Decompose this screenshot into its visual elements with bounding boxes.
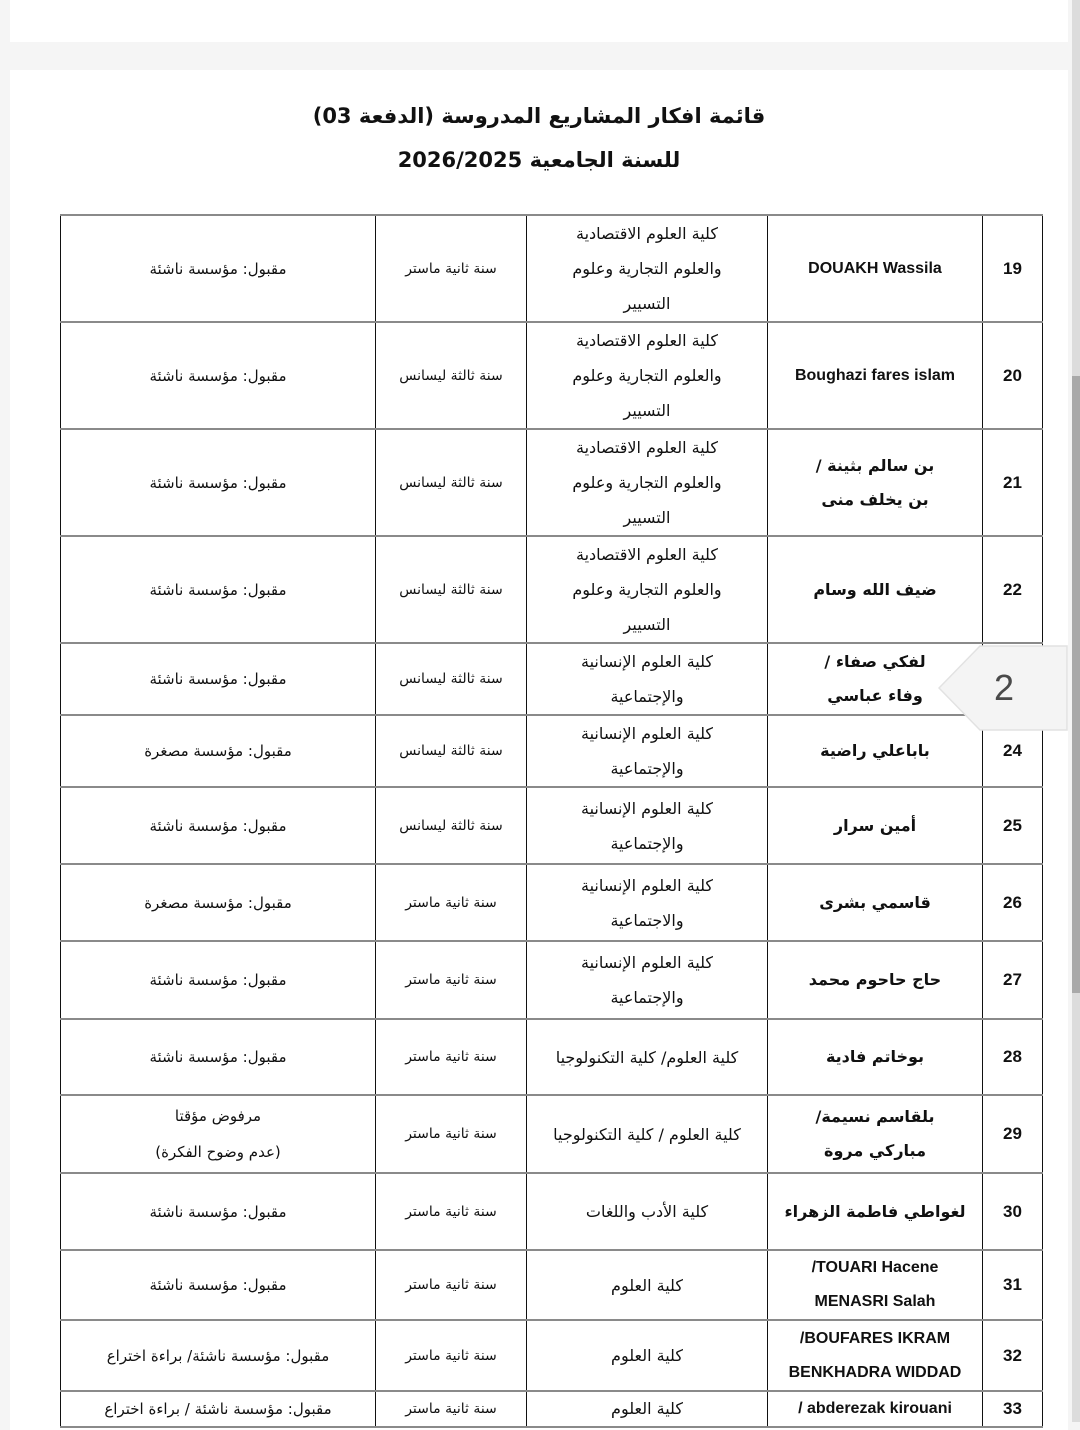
student-name-cell	[768, 864, 983, 941]
scrollbar-thumb[interactable]	[1072, 376, 1080, 993]
study-level-cell	[376, 1250, 527, 1320]
student-name: abderezak kirouani /	[798, 1400, 952, 1417]
study-level-cell	[376, 864, 527, 941]
table-row	[61, 1320, 1043, 1391]
study-level: سنة ثالثة ليسانس	[399, 367, 503, 384]
faculty-cell	[527, 1019, 768, 1095]
decision-cell	[61, 1320, 376, 1391]
student-name-cell	[768, 1173, 983, 1250]
study-level: سنة ثالثة ليسانس	[399, 671, 503, 687]
student-name: Boughazi fares islam	[794, 366, 956, 384]
row-number: 25	[1003, 815, 1022, 835]
table-row	[61, 941, 1043, 1019]
row-number-cell	[983, 215, 1043, 322]
student-name-cell	[768, 787, 983, 864]
study-level: سنة ثانية ماستر	[405, 1049, 497, 1065]
table-row	[61, 215, 1043, 322]
study-level-cell	[376, 322, 527, 429]
study-level-cell	[376, 643, 527, 715]
table-row	[61, 1095, 1043, 1173]
student-name: باباعلي راضية	[820, 741, 930, 760]
decision-status: مقبول: مؤسسة مصغرة	[144, 742, 292, 760]
page-number: 2	[993, 667, 1015, 708]
study-level-cell	[376, 1095, 527, 1173]
student-name: MENASRI Salah	[814, 1293, 936, 1310]
decision-status: مقبول: مؤسسة ناشئة	[149, 473, 287, 492]
study-level-cell	[376, 1173, 527, 1250]
study-level: سنة ثالثة ليسانس	[399, 743, 503, 759]
decision-status: (عدم وضوح الفكرة)	[155, 1143, 281, 1161]
student-name-cell	[768, 941, 983, 1019]
study-level: سنة ثانية ماستر	[405, 1126, 497, 1142]
row-number: 19	[1003, 258, 1022, 278]
decision-cell	[61, 322, 376, 429]
row-number-cell	[983, 1173, 1043, 1250]
decision-status: مقبول: مؤسسة ناشئة/ براءة اختراع	[106, 1346, 330, 1365]
table-row	[61, 864, 1043, 941]
table-row	[61, 787, 1043, 864]
document-title: قائمة افكار المشاريع المدروسة (الدفعة 03)	[312, 104, 766, 128]
faculty-cell	[527, 1095, 768, 1173]
decision-status: مقبول: مؤسسة ناشئة	[149, 670, 287, 688]
faculty-name: كلية العلوم	[611, 1275, 683, 1295]
faculty-name: والعلوم التجارية وعلوم	[572, 259, 722, 278]
row-number: 20	[1003, 365, 1022, 385]
row-number: 30	[1003, 1201, 1022, 1221]
student-name: بوخاتم فادية	[825, 1047, 925, 1066]
student-name-cell	[768, 1019, 983, 1095]
decision-status: مقبول: مؤسسة ناشئة	[149, 1048, 287, 1066]
faculty-cell	[527, 429, 768, 536]
study-level-cell	[376, 1019, 527, 1095]
faculty-name: التسيير	[623, 401, 671, 420]
faculty-name: كلية العلوم الإنسانية	[580, 798, 714, 818]
faculty-name: كلية العلوم الاقتصادية	[576, 331, 718, 350]
row-number: 22	[1003, 579, 1022, 599]
faculty-cell	[527, 941, 768, 1019]
study-level-cell	[376, 1320, 527, 1391]
decision-status: مقبول: مؤسسة ناشئة	[149, 1202, 287, 1221]
study-level: سنة ثانية ماستر	[405, 1347, 497, 1364]
study-level: سنة ثانية ماستر	[405, 1203, 497, 1220]
student-name: TOUARI Hacene/	[811, 1259, 939, 1276]
decision-cell	[61, 1095, 376, 1173]
table-row	[61, 1250, 1043, 1320]
study-level-cell	[376, 215, 527, 322]
decision-cell	[61, 536, 376, 643]
student-name: لغواطي فاطمة الزهراء	[784, 1201, 966, 1221]
table-row	[61, 429, 1043, 536]
faculty-cell	[527, 1173, 768, 1250]
table-row	[61, 643, 1043, 715]
decision-status: مقبول: مؤسسة ناشئة / براءة اختراع	[104, 1400, 332, 1418]
row-number: 24	[1003, 741, 1022, 760]
faculty-name: كلية العلوم	[611, 1399, 683, 1418]
student-name: وفاء عباسي	[827, 686, 923, 705]
faculty-name: كلية العلوم الإنسانية	[580, 724, 714, 743]
table-row	[61, 715, 1043, 787]
study-level: سنة ثانية ماستر	[405, 1401, 497, 1417]
row-number: 31	[1003, 1275, 1022, 1294]
faculty-cell	[527, 864, 768, 941]
study-level-cell	[376, 536, 527, 643]
student-name: بلقاسم نسيمة/	[815, 1107, 935, 1126]
document-page	[10, 70, 1068, 1430]
row-number-cell	[983, 941, 1043, 1019]
faculty-name: كلية العلوم/ كلية التكنولوجيا	[555, 1047, 739, 1067]
row-number: 26	[1003, 892, 1022, 912]
student-name-cell	[768, 322, 983, 429]
student-name: بن يخلف منى	[821, 489, 929, 509]
row-number-cell	[983, 1019, 1043, 1095]
row-number-cell	[983, 1320, 1043, 1391]
row-number: 32	[1003, 1345, 1022, 1365]
document-subtitle: للسنة الجامعية 2026/2025	[397, 148, 681, 172]
decision-status: مقبول: مؤسسة ناشئة	[149, 971, 287, 989]
study-level: سنة ثالثة ليسانس	[399, 817, 503, 834]
faculty-cell	[527, 215, 768, 322]
row-number-cell	[983, 536, 1043, 643]
row-number: 33	[1003, 1399, 1022, 1418]
decision-cell	[61, 1019, 376, 1095]
decision-status: مقبول: مؤسسة مصغرة	[144, 893, 292, 912]
student-name: قاسمي بشرى	[819, 892, 931, 912]
decision-cell	[61, 941, 376, 1019]
decision-cell	[61, 787, 376, 864]
student-name-cell	[768, 429, 983, 536]
student-name: حاج حاحوم محمد	[808, 970, 942, 989]
row-number-cell	[983, 429, 1043, 536]
student-name-cell	[768, 215, 983, 322]
faculty-name: والإجتماعية	[610, 759, 684, 778]
study-level-cell	[376, 787, 527, 864]
faculty-name: والإجتماعية	[610, 988, 684, 1007]
student-name: مباركي مروة	[824, 1141, 926, 1160]
decision-cell	[61, 643, 376, 715]
table-row	[61, 322, 1043, 429]
faculty-name: كلية العلوم الاقتصادية	[576, 545, 718, 564]
decision-cell	[61, 864, 376, 941]
row-number-cell	[983, 864, 1043, 941]
faculty-name: كلية العلوم الاقتصادية	[576, 438, 718, 457]
faculty-cell	[527, 536, 768, 643]
faculty-name: التسيير	[623, 294, 671, 313]
row-number-cell	[983, 1095, 1043, 1173]
faculty-name: والعلوم التجارية وعلوم	[572, 473, 722, 492]
faculty-cell	[527, 787, 768, 864]
decision-status: مقبول: مؤسسة ناشئة	[149, 259, 287, 278]
row-number: 29	[1003, 1124, 1022, 1143]
projects-table	[60, 214, 1043, 1428]
student-name: DOUAKH Wassila	[808, 259, 942, 277]
faculty-cell	[527, 322, 768, 429]
faculty-name: والعلوم التجارية وعلوم	[572, 366, 722, 385]
student-name-cell	[768, 1095, 983, 1173]
study-level: سنة ثانية ماستر	[405, 260, 497, 277]
decision-status: مقبول: مؤسسة ناشئة	[149, 580, 287, 599]
faculty-name: كلية العلوم الإنسانية	[580, 953, 714, 972]
faculty-name: كلية العلوم	[611, 1346, 683, 1365]
student-name-cell	[768, 1250, 983, 1320]
faculty-name: التسيير	[623, 615, 671, 634]
faculty-cell	[527, 1250, 768, 1320]
faculty-name: كلية الأدب واللغات	[585, 1202, 709, 1221]
faculty-name: والإجتماعية	[610, 687, 684, 706]
student-name: ضيف الله وسام	[813, 579, 937, 599]
decision-cell	[61, 715, 376, 787]
row-number-cell	[983, 1250, 1043, 1320]
faculty-name: التسيير	[623, 508, 671, 527]
faculty-cell	[527, 715, 768, 787]
study-level-cell	[376, 941, 527, 1019]
student-name: أمين سرار	[833, 815, 917, 835]
decision-status: مقبول: مؤسسة ناشئة	[149, 816, 287, 835]
student-name-cell	[768, 1320, 983, 1391]
decision-cell	[61, 1250, 376, 1320]
student-name: BENKHADRA WIDDAD	[788, 1363, 962, 1381]
decision-status: مرفوض مؤقتا	[174, 1107, 262, 1125]
student-name: لفكي صفاء /	[824, 652, 926, 671]
table-row	[61, 1019, 1043, 1095]
row-number: 28	[1003, 1047, 1022, 1066]
faculty-cell	[527, 1320, 768, 1391]
faculty-name: كلية العلوم الإنسانية	[580, 652, 714, 671]
faculty-name: والعلوم التجارية وعلوم	[572, 580, 722, 599]
row-number-cell	[983, 787, 1043, 864]
decision-cell	[61, 429, 376, 536]
faculty-name: والإجتماعية	[610, 833, 684, 853]
table-row	[61, 1173, 1043, 1250]
study-level: سنة ثانية ماستر	[405, 1277, 497, 1293]
faculty-name: كلية العلوم / كلية التكنولوجيا	[553, 1124, 741, 1144]
row-number: 27	[1003, 970, 1022, 989]
table-row	[61, 536, 1043, 643]
row-number: 21	[1003, 472, 1022, 492]
student-name-cell	[768, 536, 983, 643]
decision-cell	[61, 1173, 376, 1250]
decision-cell	[61, 215, 376, 322]
row-number-cell	[983, 322, 1043, 429]
student-name: BOUFARES IKRAM/	[799, 1329, 951, 1347]
study-level: سنة ثالثة ليسانس	[399, 474, 503, 491]
study-level-cell	[376, 429, 527, 536]
study-level-cell	[376, 715, 527, 787]
decision-status: مقبول: مؤسسة ناشئة	[149, 366, 287, 385]
decision-status: مقبول: مؤسسة ناشئة	[149, 1276, 287, 1294]
study-level: سنة ثانية ماستر	[405, 894, 497, 911]
faculty-name: والاجتماعية	[610, 910, 684, 930]
faculty-name: كلية العلوم الإنسانية	[580, 875, 714, 895]
faculty-cell	[527, 643, 768, 715]
previous-page-bottom	[10, 0, 1068, 42]
study-level: سنة ثانية ماستر	[405, 972, 497, 988]
faculty-name: كلية العلوم الاقتصادية	[576, 224, 718, 243]
student-name: بن سالم بثينة /	[815, 455, 935, 475]
page-number-indicator[interactable]	[938, 645, 1068, 731]
study-level: سنة ثالثة ليسانس	[399, 581, 503, 598]
